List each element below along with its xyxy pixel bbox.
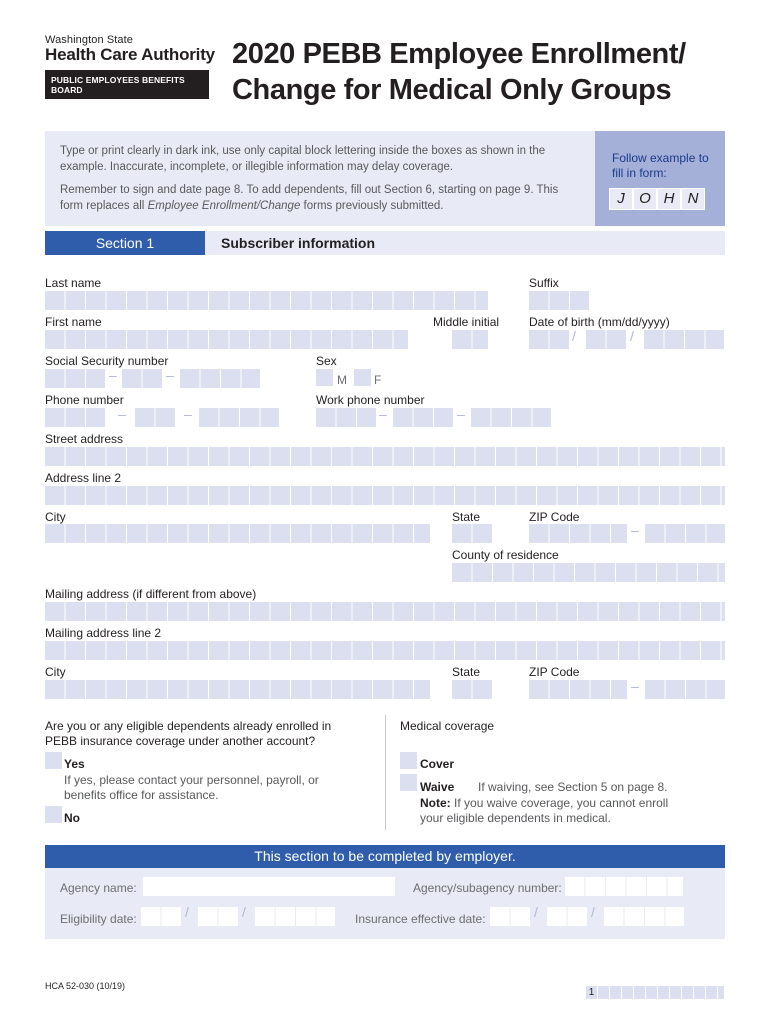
eligibility-month-input[interactable]: [141, 907, 181, 926]
zip2-input[interactable]: [529, 680, 627, 699]
title-line2: Change for Medical Only Groups: [232, 74, 672, 106]
agency-name-input[interactable]: [143, 877, 395, 896]
logo-line1: Washington State: [45, 34, 134, 46]
dob-slash: /: [630, 328, 634, 344]
mailing2-input[interactable]: [45, 641, 725, 660]
insurance-month-input[interactable]: [490, 907, 530, 926]
dob-day-input[interactable]: [586, 330, 626, 349]
enrolled-yes-checkbox[interactable]: [45, 752, 62, 769]
medical-note: Note: If you waive coverage, you cannot enroll your eligible dependents in medical.: [420, 796, 669, 825]
mailing-label: Mailing address (if different from above): [45, 587, 257, 601]
instructions-p1: Type or print clearly in dark ink, use only capital block lettering inside the boxes as shown in the example. Inaccurate, incomplete, or illegible information may delay coverage.: [60, 145, 546, 173]
state2-input[interactable]: [452, 680, 492, 699]
ssn-dash: –: [166, 367, 174, 383]
example-boxes: [609, 188, 705, 210]
waive-label: Waive: [420, 780, 455, 794]
mailing2-label: Mailing address line 2: [45, 626, 162, 640]
cover-checkbox[interactable]: [400, 752, 417, 769]
agency-number-label: Agency/subagency number:: [413, 881, 562, 895]
phone-area-input[interactable]: [45, 408, 105, 427]
medical-label: Medical coverage: [400, 719, 495, 733]
suffix-label: Suffix: [529, 276, 559, 290]
title-line1: 2020 PEBB Employee Enrollment/: [232, 38, 686, 70]
eligibility-year-input[interactable]: [255, 907, 335, 926]
county-input[interactable]: [452, 563, 725, 582]
ssn-label: Social Security number: [45, 354, 169, 368]
zip2-label: ZIP Code: [529, 665, 580, 679]
city2-input[interactable]: [45, 680, 430, 699]
state2-label: State: [452, 665, 481, 679]
date-slash: /: [185, 904, 189, 920]
agency-number-input[interactable]: [565, 877, 683, 896]
address2-input[interactable]: [45, 486, 725, 505]
section-title: Subscriber information: [221, 235, 376, 251]
waive-note: If waiving, see Section 5 on page 8.: [478, 780, 668, 794]
employer-header: This section to be completed by employer.: [45, 845, 725, 868]
zip2-dash: –: [631, 678, 639, 694]
city-label: City: [45, 510, 66, 524]
enrolled-no-checkbox[interactable]: [45, 806, 62, 823]
zip-ext-input[interactable]: [645, 524, 725, 543]
insurance-date-label: Insurance effective date:: [355, 912, 486, 926]
zip-dash: –: [631, 522, 639, 538]
mailing-input[interactable]: [45, 602, 725, 621]
sex-label: Sex: [316, 354, 337, 368]
eligibility-day-input[interactable]: [198, 907, 238, 926]
example-label: Follow example to fill in form:: [612, 151, 709, 180]
city2-label: City: [45, 665, 66, 679]
work-phone-label: Work phone number: [316, 393, 425, 407]
ssn-dash: –: [109, 367, 117, 383]
first-name-input[interactable]: [45, 330, 408, 349]
example-letter: O: [633, 188, 657, 210]
example-letter: J: [609, 188, 633, 210]
dob-label: Date of birth (mm/dd/yyyy): [529, 315, 670, 329]
sex-m-checkbox[interactable]: [316, 369, 333, 386]
sex-f-checkbox[interactable]: [354, 369, 371, 386]
instructions-text: [60, 143, 580, 221]
work-phone-dash: –: [379, 406, 387, 422]
work-phone-area-input[interactable]: [316, 408, 376, 427]
state-label: State: [452, 510, 481, 524]
page-boxes: [586, 986, 724, 999]
zip-input[interactable]: [529, 524, 627, 543]
phone-prefix-input[interactable]: [135, 408, 175, 427]
phone-label: Phone number: [45, 393, 124, 407]
example-letter: N: [681, 188, 705, 210]
work-phone-dash: –: [457, 406, 465, 422]
middle-initial-input[interactable]: [452, 330, 488, 349]
ssn-part3-input[interactable]: [180, 369, 260, 388]
logo-bar: PUBLIC EMPLOYEES BENEFITS BOARD: [45, 70, 209, 99]
address2-label: Address line 2: [45, 471, 122, 485]
agency-name-label: Agency name:: [60, 881, 137, 895]
date-slash: /: [591, 904, 595, 920]
enrolled-question: Are you or any eligible dependents already enrolled in PEBB insurance coverage under another account?: [45, 719, 332, 748]
county-label: County of residence: [452, 548, 559, 562]
enrolled-yes-note: If yes, please contact your personnel, payroll, or benefits office for assistance.: [64, 773, 319, 802]
dob-month-input[interactable]: [529, 330, 569, 349]
zip-label: ZIP Code: [529, 510, 580, 524]
logo-line2: Health Care Authority: [45, 45, 215, 64]
street-input[interactable]: [45, 447, 725, 466]
hca-logo: [45, 34, 215, 99]
ssn-part2-input[interactable]: [122, 369, 162, 388]
eligibility-date-label: Eligibility date:: [60, 912, 137, 926]
city-input[interactable]: [45, 524, 430, 543]
date-slash: /: [534, 904, 538, 920]
last-name-label: Last name: [45, 276, 102, 290]
cover-label: Cover: [420, 757, 455, 771]
work-phone-prefix-input[interactable]: [393, 408, 453, 427]
waive-checkbox[interactable]: [400, 774, 417, 791]
enrolled-yes-label: Yes: [64, 757, 85, 771]
work-phone-line-input[interactable]: [471, 408, 551, 427]
street-label: Street address: [45, 432, 124, 446]
section-tab: Section 1: [45, 231, 205, 255]
insurance-year-input[interactable]: [604, 907, 684, 926]
form-title: [232, 36, 686, 108]
insurance-day-input[interactable]: [547, 907, 587, 926]
first-name-label: First name: [45, 315, 102, 329]
middle-initial-label: Middle initial: [433, 315, 500, 329]
ssn-part1-input[interactable]: [45, 369, 105, 388]
page-number: 1: [586, 986, 597, 999]
sex-f-label: F: [374, 373, 382, 387]
example-letter: H: [657, 188, 681, 210]
phone-dash: –: [184, 406, 192, 422]
date-slash: /: [242, 904, 246, 920]
sex-m-label: M: [337, 373, 347, 387]
dob-slash: /: [572, 328, 576, 344]
column-divider: [385, 715, 386, 830]
last-name-input[interactable]: [45, 291, 488, 310]
zip2-ext-input[interactable]: [645, 680, 725, 699]
phone-dash: –: [118, 406, 126, 422]
state-input[interactable]: [452, 524, 492, 543]
dob-year-input[interactable]: [644, 330, 724, 349]
form-id: HCA 52-030 (10/19): [45, 981, 126, 991]
suffix-input[interactable]: [529, 291, 589, 310]
enrolled-no-label: No: [64, 811, 80, 825]
instructions-p2: Remember to sign and date page 8. To add dependents, fill out Section 6, starting on page 9. This form replaces all Employee Enrollment/Change forms previously submitted.: [60, 184, 559, 212]
phone-line-input[interactable]: [199, 408, 279, 427]
